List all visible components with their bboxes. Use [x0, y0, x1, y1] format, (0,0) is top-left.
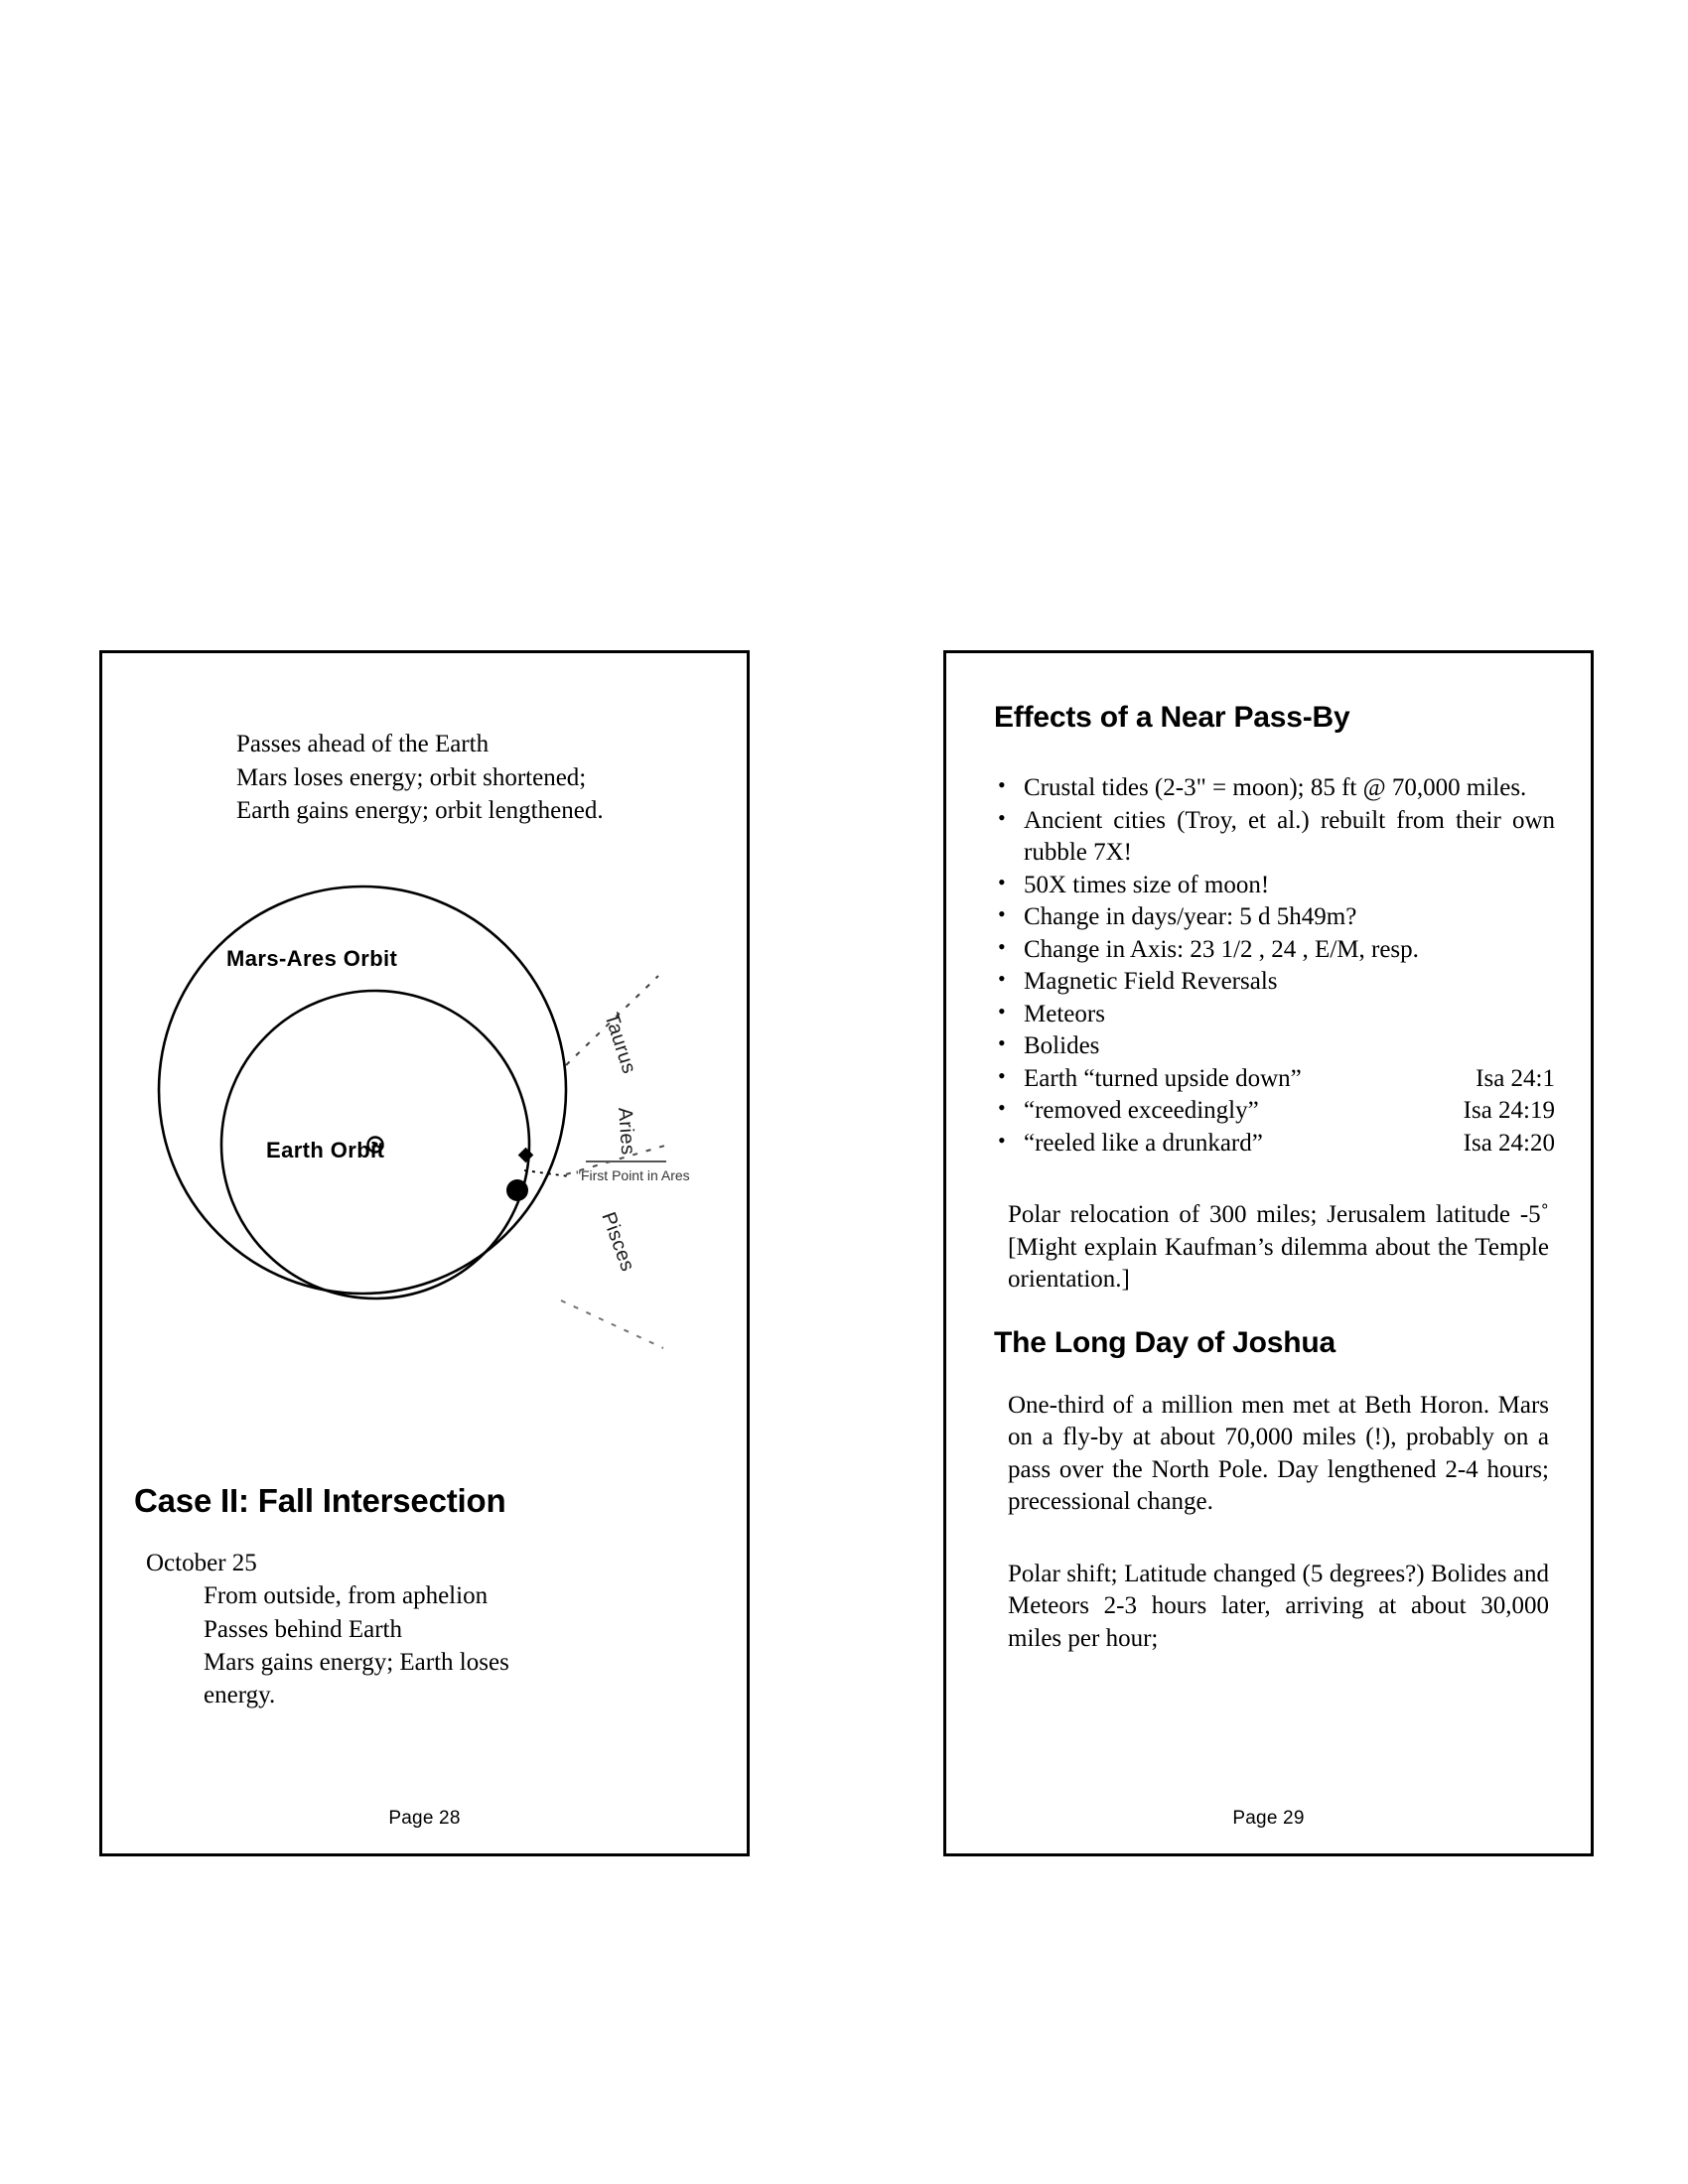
spacer: [994, 1519, 1555, 1559]
list-item: [994, 805, 1555, 870]
zodiac-label-pisces: Pisces: [597, 1209, 639, 1275]
bullet-icon: •: [998, 998, 1006, 1024]
case-heading: Case II: Fall Intersection: [134, 1482, 506, 1519]
list-item-text: Meteors: [1024, 1000, 1105, 1027]
list-item: [994, 999, 1555, 1031]
mars-marker: [518, 1148, 534, 1163]
page-29: [943, 650, 1594, 1856]
earth-orbit-label: Earth Orbit: [266, 1138, 385, 1162]
list-item: [994, 870, 1555, 902]
list-item-text: “removed exceedingly”: [1024, 1097, 1259, 1124]
orbit-intersection-diagram: [102, 852, 747, 1467]
scripture-citation: Isa 24:19: [1463, 1097, 1555, 1124]
heading-effects-of-near-pass-by: Effects of a Near Pass-By: [994, 701, 1350, 734]
list-item-text: Crustal tides (2-3" = moon); 85 ft @ 70,000 miles.: [1024, 774, 1527, 801]
bullet-icon: •: [998, 933, 1006, 959]
effects-list: [994, 772, 1555, 1160]
zodiac-label-taurus: Taurus: [600, 1010, 640, 1077]
joshua-paragraph-2: Polar shift; Latitude changed (5 degrees?) Bolides and Meteors 2-3 hours later, arriving at about 30,000 miles per hour;: [1008, 1560, 1549, 1652]
joshua-paragraph-1: One-third of a million men met at Beth Horon. Mars on a fly-by at about 70,000 miles (!), probably on a pass over the North Pole. Day lengthened 2-4 hours; precessional change.: [1008, 1391, 1549, 1515]
list-item: [994, 901, 1555, 934]
scripture-citation: Isa 24:20: [1463, 1129, 1555, 1157]
list-item-with-citation: [994, 1095, 1555, 1128]
intro-text-block: [236, 728, 604, 828]
case-date: October 25: [146, 1550, 257, 1576]
list-item: [994, 966, 1555, 999]
first-point-in-ares-label: "First Point in Ares: [576, 1167, 690, 1183]
intro-line-2: Mars loses energy; orbit shortened;: [236, 763, 587, 791]
bullet-icon: •: [998, 1030, 1006, 1055]
polar-relocation-paragraph: Polar relocation of 300 miles; Jerusalem latitude -5˚ [Might explain Kaufman’s dilemma about the Temple orientation.]: [1008, 1201, 1549, 1293]
list-item: [994, 934, 1555, 967]
list-item-text: Ancient cities (Troy, et al.) rebuilt from their own rubble 7X!: [1024, 806, 1555, 866]
spacer: [994, 1160, 1555, 1199]
bullet-icon: •: [998, 804, 1006, 830]
list-item-text: 50X times size of moon!: [1024, 871, 1270, 898]
page-28: [99, 650, 750, 1856]
zodiac-divider-pisces: [561, 1300, 663, 1348]
list-item-text: Change in days/year: 5 d 5h49m?: [1024, 903, 1357, 930]
bullet-icon: •: [998, 1127, 1006, 1153]
page-footer-right: Page 29: [1232, 1808, 1305, 1829]
spacer: [994, 1297, 1555, 1326]
scripture-citation: Isa 24:1: [1476, 1064, 1555, 1092]
earth-marker: [506, 1179, 528, 1201]
list-item-with-citation: [994, 1128, 1555, 1160]
bullet-icon: •: [998, 901, 1006, 926]
case-point-3: Mars gains energy; Earth loses energy.: [204, 1648, 509, 1708]
bullet-icon: •: [998, 966, 1006, 991]
bullet-icon: •: [998, 869, 1006, 894]
intro-line-3: Earth gains energy; orbit lengthened.: [236, 797, 604, 824]
spacer: [994, 1360, 1555, 1390]
list-item-text: Magnetic Field Reversals: [1024, 968, 1278, 995]
list-item-text: Change in Axis: 23 1/2 , 24 , E/M, resp.: [1024, 935, 1419, 963]
bullet-icon: •: [998, 1062, 1006, 1088]
mars-orbit-label: Mars-Ares Orbit: [226, 946, 398, 971]
bullet-icon: •: [998, 772, 1006, 797]
bullet-icon: •: [998, 1095, 1006, 1120]
zodiac-label-aries: Aries: [614, 1106, 639, 1157]
list-item-text: “reeled like a drunkard”: [1024, 1129, 1263, 1157]
list-item: [994, 772, 1555, 805]
list-item-text: Earth “turned upside down”: [1024, 1064, 1302, 1092]
heading-long-day-of-joshua: The Long Day of Joshua: [994, 1325, 1336, 1359]
case-body: [146, 1547, 722, 1711]
list-item-text: Bolides: [1024, 1032, 1100, 1059]
list-item: [994, 1030, 1555, 1063]
case-point-2: Passes behind Earth: [204, 1615, 402, 1643]
page-footer-left: Page 28: [388, 1808, 461, 1829]
list-item-with-citation: [994, 1063, 1555, 1096]
case-point-1: From outside, from aphelion: [204, 1582, 489, 1610]
intro-line-1: Passes ahead of the Earth: [236, 731, 490, 757]
right-page-content: [994, 701, 1555, 1655]
